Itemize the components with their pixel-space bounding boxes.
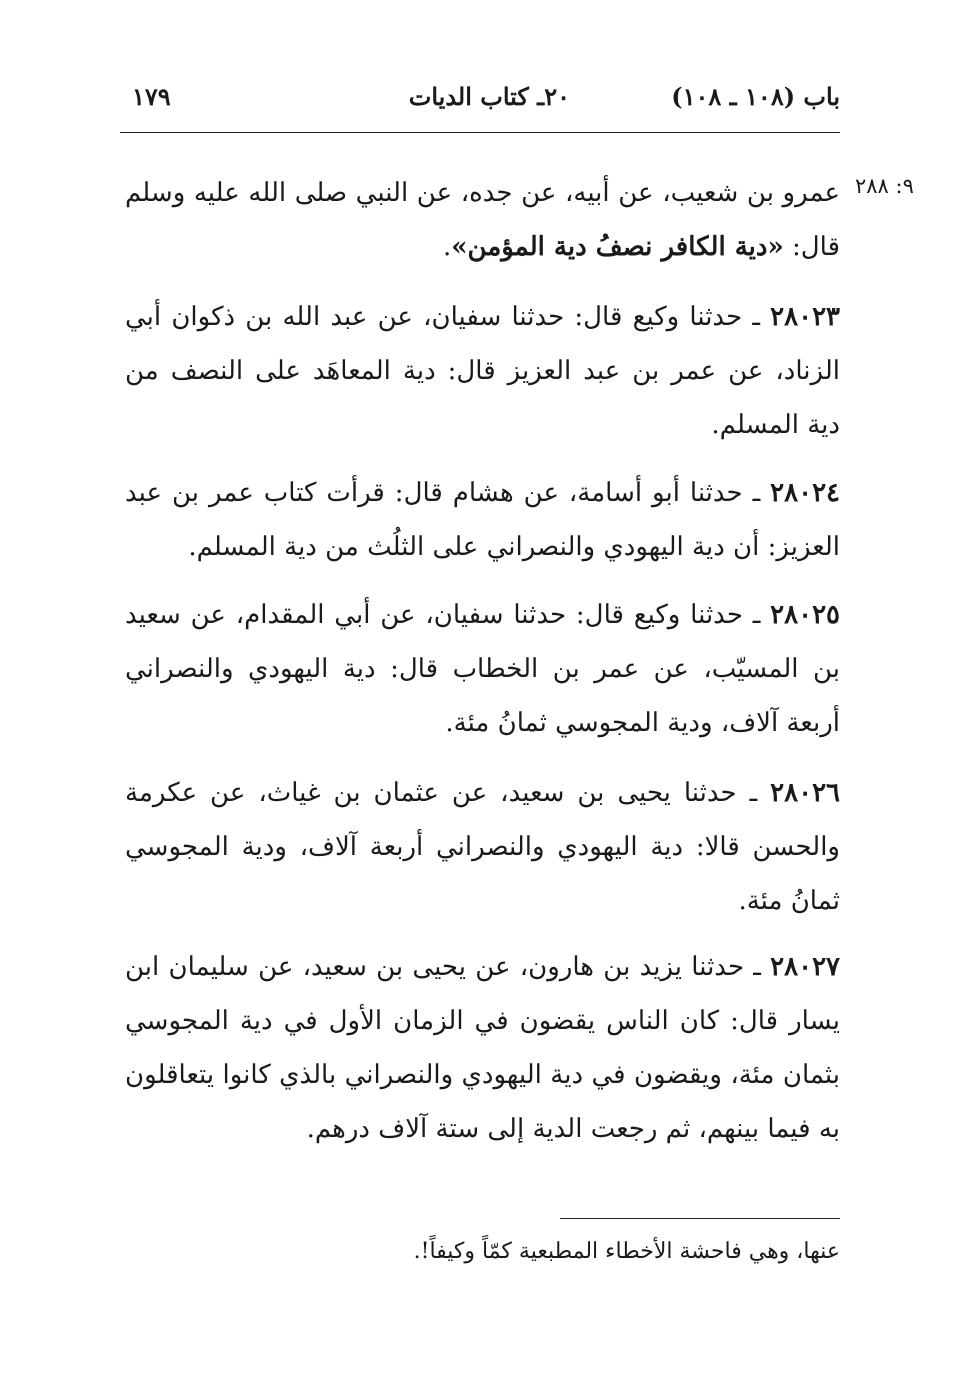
hadith-paragraph bbox=[125, 940, 840, 1156]
hadith-number: ٢٨٠٢٣ bbox=[770, 302, 840, 332]
hadith-number: ٢٨٠٢٦ bbox=[770, 778, 840, 808]
running-header bbox=[120, 82, 840, 122]
hadith-paragraph bbox=[125, 766, 840, 928]
paragraph-text: ـ حدثنا وكيع قال: حدثنا سفيان، عن أبي المقدام، عن سعيد بن المسيّب، عن عمر بن الخطاب قال: دية اليهودي والنصراني أربعة آلاف، ودية المجوسي ثمانُ مئة. bbox=[125, 600, 840, 738]
book-title: ٢٠ـ كتاب الديات bbox=[408, 82, 570, 111]
footnote-separator bbox=[560, 1218, 840, 1219]
hadith-paragraph bbox=[125, 588, 840, 750]
hadith-paragraph bbox=[125, 290, 840, 452]
hadith-number: ٢٨٠٢٧ bbox=[770, 952, 840, 982]
footnote: عنها، وهي فاحشة الأخطاء المطبعية كمّاً وكيفاً!. bbox=[413, 1239, 840, 1264]
paragraph-continuation bbox=[125, 166, 840, 274]
marginal-reference: ٩: ٢٨٨ bbox=[855, 174, 914, 198]
page-number: ١٧٩ bbox=[132, 82, 171, 111]
paragraph-text: ـ حدثنا يحيى بن سعيد، عن عثمان بن غياث، عن عكرمة والحسن قالا: دية اليهودي والنصراني أربعة آلاف، ودية المجوسي ثمانُ مئة. bbox=[125, 778, 840, 916]
hadith-paragraph bbox=[125, 466, 840, 574]
hadith-number: ٢٨٠٢٤ bbox=[770, 478, 840, 508]
paragraph-text: عمرو بن شعيب، عن أبيه، عن جده، عن النبي صلى الله عليه وسلم قال: bbox=[125, 178, 840, 262]
header-rule bbox=[120, 132, 840, 133]
paragraph-end: . bbox=[443, 232, 452, 262]
chapter-heading: باب (١٠٨ ـ ١٠٨) bbox=[671, 82, 840, 111]
hadith-number: ٢٨٠٢٥ bbox=[770, 600, 840, 630]
hadith-quote: «دية الكافر نصفُ دية المؤمن» bbox=[451, 232, 784, 262]
paragraph-text: ـ حدثنا وكيع قال: حدثنا سفيان، عن عبد الله بن ذكوان أبي الزناد، عن عمر بن عبد العزيز قال: دية المعاهَد على النصف من دية المسلم. bbox=[125, 302, 840, 440]
paragraph-text: ـ حدثنا أبو أسامة، عن هشام قال: قرأت كتاب عمر بن عبد العزيز: أن دية اليهودي والنصراني على الثلُث من دية المسلم. bbox=[125, 478, 840, 562]
paragraph-text: ـ حدثنا يزيد بن هارون، عن يحيى بن سعيد، عن سليمان ابن يسار قال: كان الناس يقضون في الزمان الأول في دية المجوسي بثمان مئة، ويقضون في دية اليهودي والنصراني بالذي كانوا يتعاقلون به فيما بينهم، ثم رجعت الدية إلى ستة آلاف درهم. bbox=[125, 952, 840, 1144]
